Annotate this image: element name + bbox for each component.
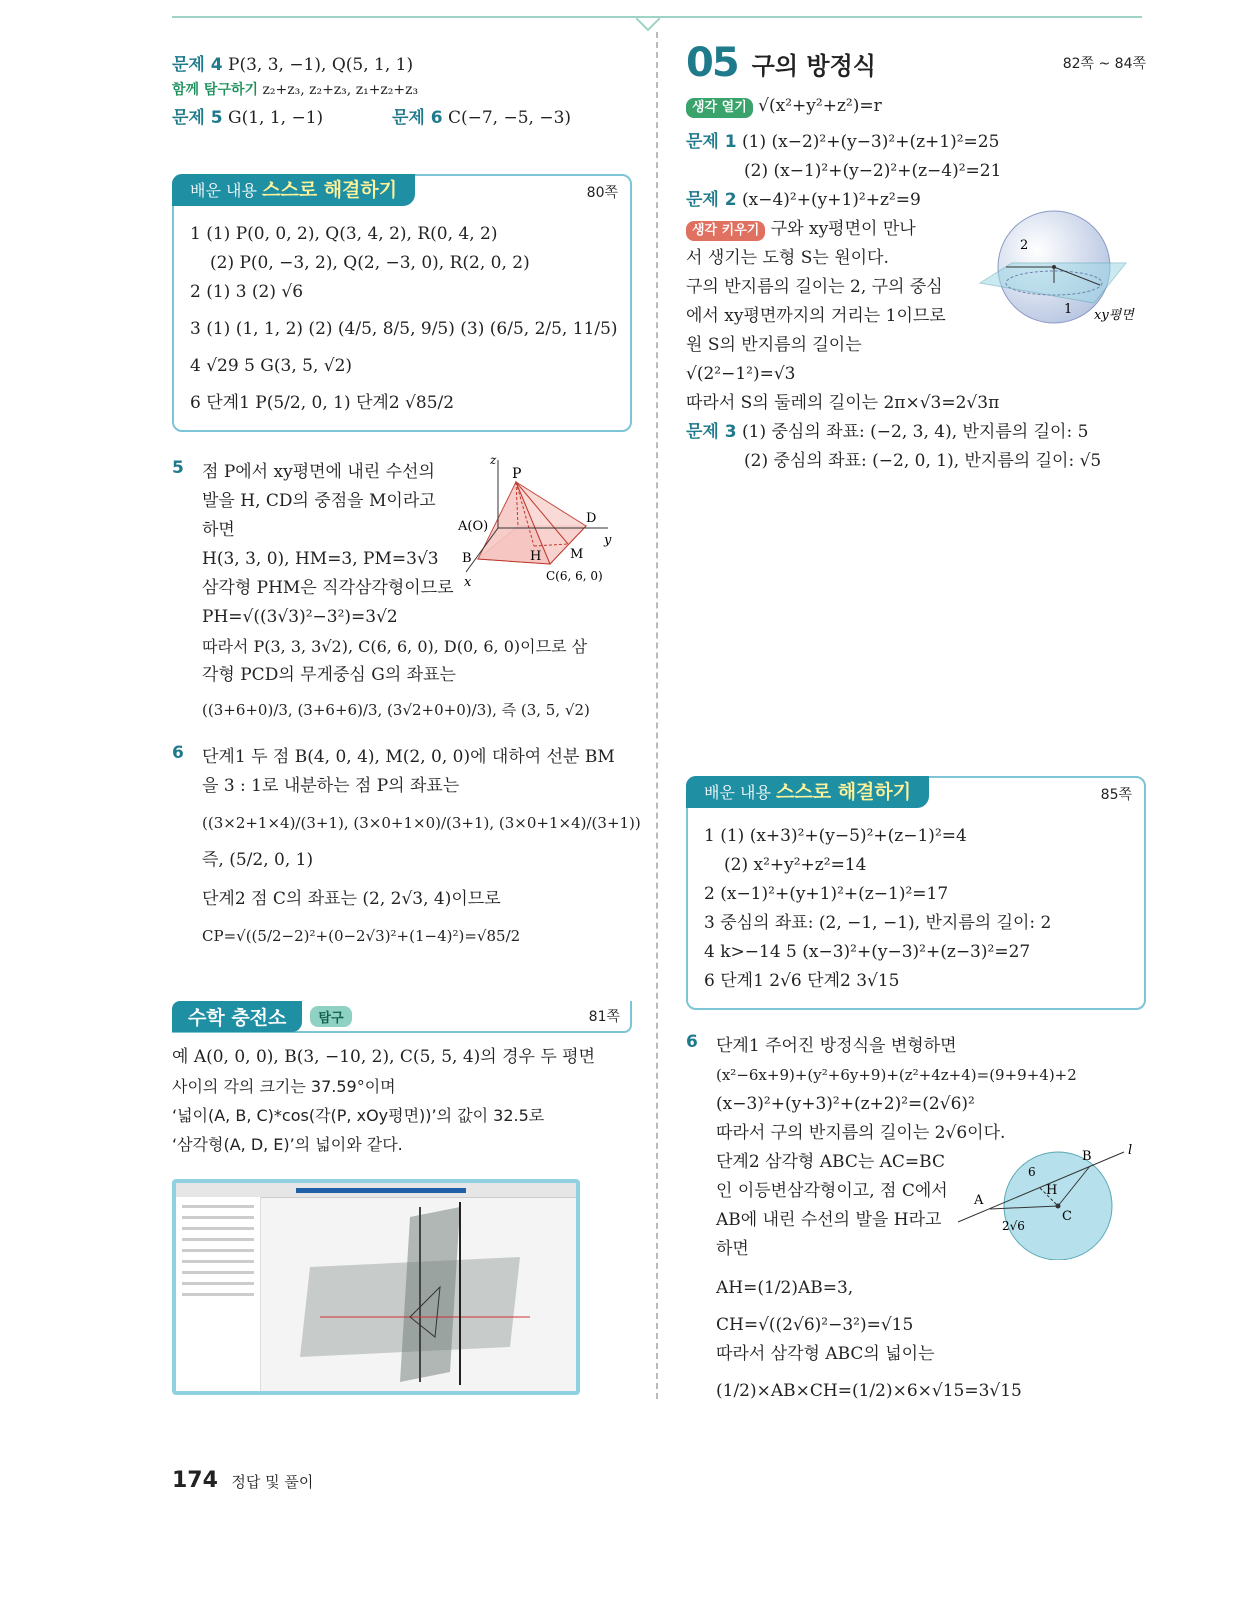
page-number: 174: [172, 1468, 218, 1493]
problem-answer: P(3, 3, −1), Q(5, 1, 1): [228, 55, 414, 75]
app-title-bar: [296, 1188, 466, 1193]
box-header: [686, 776, 929, 808]
explore-label: 함께 탐구하기: [172, 82, 259, 98]
section-pages: 82쪽 ~ 84쪽: [1062, 56, 1146, 72]
solution-line: 하면: [202, 520, 235, 540]
point-b-label: B: [462, 551, 472, 566]
column-divider: [656, 32, 658, 1399]
solution-line: 즉, (5/2, 0, 1): [202, 850, 314, 870]
geogebra-screenshot: [172, 1179, 580, 1395]
solution-line: (x−3)²+(y+3)²+(z+2)²=(2√6)²: [716, 1094, 975, 1114]
sphere-chord-diagram: [954, 1140, 1136, 1260]
page-footer: [172, 1468, 313, 1493]
answer-line: 3 (1) (1, 1, 2) (2) (4/5, 8/5, 9/5) (3) (6/5, 2/5, 11/5): [190, 319, 618, 339]
think-grow-line: 따라서 S의 둘레의 길이는 2π×√3=2√3π: [686, 393, 1000, 413]
solution-line: 따라서 구의 반지름의 길이는 2√6이다.: [716, 1123, 1006, 1143]
problem-label: 문제 2: [686, 190, 737, 210]
left-column: [172, 40, 641, 1395]
solution-line: 을 3 : 1로 내분하는 점 P의 좌표는: [202, 776, 460, 796]
solution-line: CP=√((5/2−2)²+(0−2√3)²+(1−4)²)=√85/2: [202, 927, 521, 945]
section-number: 05: [686, 40, 738, 86]
point-a-label: A(O): [458, 519, 489, 534]
box-header-small: 배운 내용: [190, 181, 257, 200]
box-header-big: 스스로 해결하기: [776, 781, 912, 803]
solution-line: 단계2 점 C의 좌표는 (2, 2√3, 4)이므로: [202, 889, 501, 909]
problem-label: 문제 5: [172, 108, 223, 128]
answer-line: 6 단계1 2√6 단계2 3√15: [704, 971, 900, 991]
problem-5-6: [172, 103, 632, 128]
charge-line: ‘넓이(A, B, C)*cos(각(P, xOy평면))’의 값이 32.5로: [172, 1106, 545, 1125]
self-solve-box-right: [686, 776, 1146, 1010]
think-grow-line: √(2²−1²)=√3: [686, 364, 796, 384]
problem-answer: (1) 중심의 좌표: (−2, 3, 4), 반지름의 길이: 5: [742, 422, 1089, 442]
problem-label: 문제 4: [172, 55, 223, 75]
answer-line: 1 (1) (x+3)²+(y−5)²+(z−1)²=4: [704, 826, 967, 846]
problem-label: 문제 1: [686, 132, 737, 152]
charge-line: ‘삼각형(A, D, E)’의 넓이와 같다.: [172, 1135, 403, 1154]
point-a-label: A: [974, 1193, 984, 1208]
point-d-label: D: [586, 511, 597, 526]
point-c-label: C(6, 6, 0): [546, 569, 603, 583]
sphere-plane-diagram: [976, 205, 1146, 335]
solution-line: 단계1 주어진 방정식을 변형하면: [716, 1036, 957, 1056]
think-grow-label: 생각 키우기: [686, 221, 765, 241]
axis-z-label: z: [490, 454, 497, 467]
line-l-label: l: [1128, 1143, 1133, 1158]
solution-line: 점 P에서 xy평면에 내린 수선의: [202, 462, 435, 482]
solution-line: AB에 내린 수선의 발을 H라고: [716, 1210, 942, 1230]
solution-line: 단계2 삼각형 ABC는 AC=BC: [716, 1152, 945, 1172]
section-heading: [686, 40, 1146, 86]
right-column: [686, 40, 1146, 1406]
solution-number: 6: [686, 1032, 698, 1052]
solution-line: 인 이등변삼각형이고, 점 C에서: [716, 1181, 948, 1201]
radius-label: 2√6: [1002, 1219, 1025, 1233]
solution-line: 발을 H, CD의 중점을 M이라고: [202, 491, 436, 511]
math-charge-title: 수학 충전소: [172, 1001, 302, 1032]
section-title: 구의 방정식: [751, 51, 876, 80]
point-p-label: P: [512, 466, 522, 482]
answer-line: 4 √29 5 G(3, 5, √2): [190, 356, 353, 376]
solution-number: 6: [172, 743, 184, 763]
3d-graph-view: [260, 1197, 570, 1387]
think-open: [686, 96, 1146, 118]
radius-label: 2: [1020, 238, 1029, 253]
box-header: [172, 174, 415, 206]
problem-answer: (x−4)²+(y+1)²+z²=9: [742, 190, 921, 210]
box-header-small: 배운 내용: [704, 783, 771, 802]
solution-line: PH=√((3√3)²−3²)=3√2: [202, 607, 398, 627]
math-charge-section: [172, 1001, 632, 1395]
math-charge-header: [172, 1001, 632, 1033]
answer-line: (2) x²+y²+z²=14: [724, 855, 867, 875]
solution-6-right: [686, 1032, 1146, 1406]
self-solve-box-left: [172, 174, 632, 432]
pyramid-diagram: [458, 454, 618, 594]
solution-line: CH=√((2√6)²−3²)=√15: [716, 1315, 914, 1335]
axis-y-label: y: [604, 533, 612, 548]
charge-page-ref: 81쪽: [588, 1009, 620, 1025]
problem-answer: (1) (x−2)²+(y−3)²+(z+1)²=25: [742, 132, 1000, 152]
point-b-label: B: [1082, 1149, 1092, 1164]
chord-length-label: 6: [1028, 1165, 1036, 1179]
problem-label: 문제 3: [686, 422, 737, 442]
problem-1: [686, 128, 1146, 157]
problem-3: [686, 418, 1146, 447]
solution-line: AH=(1/2)AB=3,: [716, 1278, 854, 1298]
explore-together: [172, 79, 632, 99]
answer-line: 3 중심의 좌표: (2, −1, −1), 반지름의 길이: 2: [704, 913, 1052, 933]
point-h-label: H: [530, 549, 542, 564]
problem-4: [172, 50, 632, 75]
solution-line: 단계1 두 점 B(4, 0, 4), M(2, 0, 0)에 대하여 선분 BM: [202, 747, 615, 767]
problem-answer: G(1, 1, −1): [228, 108, 324, 128]
answer-line: 1 (1) P(0, 0, 2), Q(3, 4, 2), R(0, 4, 2): [190, 224, 498, 244]
think-grow-line: 서 생기는 도형 S는 원이다.: [686, 248, 889, 268]
explore-tag: 탐구: [310, 1006, 351, 1027]
think-grow-line: 구의 반지름의 길이는 2, 구의 중심: [686, 277, 943, 297]
problem-answer: C(−7, −5, −3): [447, 108, 572, 128]
box-page-ref: 80쪽: [586, 185, 618, 201]
charge-line: 예 A(0, 0, 0), B(3, −10, 2), C(5, 5, 4)의 경우 두 평면: [172, 1047, 596, 1067]
solution-line: H(3, 3, 0), HM=3, PM=3√3: [202, 549, 439, 569]
explore-answer: z₂+z₃, z₂+z₃, z₁+z₂+z₃: [262, 82, 419, 98]
solution-line: 따라서 P(3, 3, 3√2), C(6, 6, 0), D(0, 6, 0)이므로 삼: [202, 637, 588, 656]
problem-label: 문제 6: [391, 108, 443, 128]
solution-line: 따라서 삼각형 ABC의 넓이는: [716, 1344, 935, 1364]
solution-line: 각형 PCD의 무게중심 G의 좌표는: [202, 665, 456, 685]
think-grow-block: [686, 215, 1146, 418]
answer-line: 2 (x−1)²+(y+1)²+(z−1)²=17: [704, 884, 949, 904]
answer-line: 4 k>−14 5 (x−3)²+(y−3)²+(z−3)²=27: [704, 942, 1031, 962]
solution-line: (1/2)×AB×CH=(1/2)×6×√15=3√15: [716, 1381, 1022, 1401]
axis-x-label: x: [464, 575, 472, 590]
solution-number: 5: [172, 458, 184, 478]
solution-5: [172, 454, 632, 725]
answer-line: 2 (1) 3 (2) √6: [190, 282, 304, 302]
think-open-label: 생각 열기: [686, 98, 753, 118]
point-c-label: C: [1062, 1209, 1072, 1224]
problem-answer: (2) 중심의 좌표: (−2, 0, 1), 반지름의 길이: √5: [744, 451, 1102, 471]
answer-line: (2) P(0, −3, 2), Q(2, −3, 0), R(2, 0, 2): [210, 253, 530, 273]
solution-line: ((3×2+1×4)/(3+1), (3×0+1×0)/(3+1), (3×0+1×4)/(3+1)): [202, 814, 641, 832]
charge-line: 사이의 각의 크기는 37.59°이며: [172, 1077, 396, 1096]
footer-label: 정답 및 풀이: [231, 1473, 314, 1491]
solution-line: 하면: [716, 1239, 749, 1259]
think-grow-line: 원 S의 반지름의 길이는: [686, 335, 862, 355]
plane-label: xy평면: [1094, 308, 1134, 323]
solution-line: (x²−6x+9)+(y²+6y+9)+(z²+4z+4)=(9+9+4)+2: [716, 1066, 1077, 1084]
think-grow-line: 에서 xy평면까지의 거리는 1이므로: [686, 306, 946, 326]
point-h-label: H: [1046, 1183, 1058, 1198]
think-open-text: √(x²+y²+z²)=r: [758, 96, 882, 116]
algebra-panel: [176, 1197, 261, 1391]
solution-line: 삼각형 PHM은 직각삼각형이므로: [202, 578, 454, 598]
solution-6-left: [172, 743, 641, 951]
top-notch: [636, 14, 660, 34]
answer-line: 6 단계1 P(5/2, 0, 1) 단계2 √85/2: [190, 393, 455, 413]
problem-answer: (2) (x−1)²+(y−2)²+(z−4)²=21: [744, 161, 1002, 181]
distance-label: 1: [1064, 302, 1073, 317]
point-m-label: M: [570, 547, 584, 562]
box-header-big: 스스로 해결하기: [262, 179, 398, 201]
solution-line: ((3+6+0)/3, (3+6+6)/3, (3√2+0+0)/3), 즉 (3, 5, √2): [202, 701, 590, 719]
box-page-ref: 85쪽: [1100, 787, 1132, 803]
think-grow-line: 구와 xy평면이 만나: [770, 219, 916, 239]
